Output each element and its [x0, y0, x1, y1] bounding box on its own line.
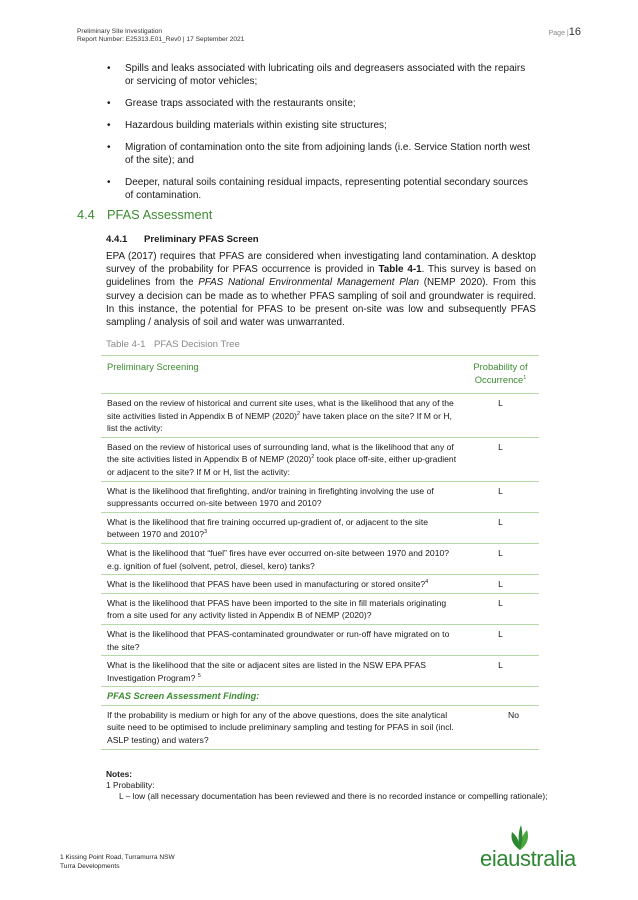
- header-report-number: Report Number: E25313.E01_Rev0 | 17 September 2021: [77, 36, 245, 44]
- screening-question: What is the likelihood that firefighting, and/or training in firefighting involving the use of suppressants occurred on-site between 1970 and 2010?: [107, 485, 434, 509]
- table-row: [101, 482, 539, 513]
- screening-question: What is the likelihood that “fuel” fires have ever occurred on-site between 1970 and 2010? e.g. ignition of fuel (solvent, petrol, diesel, kero) tanks?: [107, 547, 450, 571]
- bullet-list: [105, 62, 535, 211]
- column-header-screening: Preliminary Screening: [107, 361, 199, 372]
- list-item: • Deeper, natural soils containing residual impacts, representing potential secondary sources of contamination.: [107, 177, 529, 201]
- page-number-value: 16: [568, 26, 581, 38]
- subsection-heading: [106, 234, 259, 245]
- body-paragraph: EPA (2017) requires that PFAS are considered when investigating land contamination. A desktop survey of the probability for PFAS occurrence is provided in Table 4-1. This survey is based on guidelines from the PFAS National Environmental Management Plan (NEMP 2020). From this survey a decision can be made as to whether PFAS sampling of soil and groundwater is required. In this instance, the potential for PFAS to be present on-site was low and subsequently PFAS sampling / analysis of soil and water was unwarranted.: [106, 251, 537, 329]
- footer-client: Turra Developments: [60, 862, 120, 870]
- note-1: 1 Probability:: [106, 779, 155, 790]
- page-number: [549, 26, 581, 38]
- section-title: PFAS Assessment: [107, 207, 213, 222]
- logo-wordmark: eiaustralia: [480, 846, 576, 871]
- screening-question: Based on the review of historical and current site uses, what is the likelihood that any of the site activities listed in Appendix B of NEMP $(2020)^2$ have taken place on the site? If M or H, list the activity:: [107, 398, 454, 434]
- notes-title: Notes:: [106, 769, 133, 779]
- probability-value: L: [498, 485, 503, 496]
- probability-value: L: [498, 660, 503, 671]
- page-prefix: Page |: [548, 30, 569, 37]
- screening-question: What is the likelihood that fire training occurred up-gradient of, or adjacent to the site between 1970 and 2010?$^3$: [107, 516, 429, 540]
- screening-question: Based on the review of historical uses of surrounding land, what is the likelihood that any of the site activities listed in Appendix B of NEMP $(2020)^2$ took place off-site, either up-gradient or adjacent to the site? If M or H, list the activity:: [107, 441, 457, 477]
- finding-label: PFAS Screen Assessment Finding:: [107, 691, 260, 702]
- table-body: [101, 394, 539, 687]
- table-row: [101, 625, 539, 656]
- screening-question: What is the likelihood that the site or adjacent sites are listed in the NSW EPA PFAS Investigation Program? $^5$: [107, 660, 426, 683]
- table-row: [101, 544, 539, 575]
- probability-value: L: [498, 628, 503, 639]
- table-header-row: [101, 356, 539, 394]
- note-1-low: L – low (all necessary documentation has been reviewed and there is no recorded instance or compelling rationale);: [119, 790, 548, 801]
- final-question-row: [101, 706, 539, 750]
- running-header: [77, 28, 244, 45]
- list-item: • Hazardous building materials within existing site structures;: [107, 120, 387, 131]
- pfas-decision-table: [101, 355, 539, 750]
- probability-value: L: [498, 516, 503, 527]
- table-caption-title: PFAS Decision Tree: [154, 339, 240, 350]
- final-question: If the probability is medium or high for any of the above questions, does the site analytical suite need to be optimised to include preliminary sampling and testing for PFAS in soil (incl. ASLP testing) and waters?: [107, 709, 454, 746]
- list-item: • Spills and leaks associated with lubricating oils and degreasers associated with the repairs or servicing of motor vehicles;: [107, 63, 526, 87]
- column-header-probability: Probability of Occurrence$^1$: [473, 361, 528, 385]
- section-number: 4.4: [77, 207, 95, 222]
- probability-value: L: [498, 579, 503, 590]
- finding-row: [101, 687, 539, 706]
- table-row: [101, 513, 539, 544]
- footer-address: 1 Kissing Point Road, Turramurra NSW: [60, 854, 175, 861]
- table-reference: Table 4-1: [378, 264, 422, 276]
- list-item: • Grease traps associated with the restaurants onsite;: [107, 98, 356, 109]
- table-caption-number: Table 4-1: [106, 339, 146, 350]
- subsection-number: 4.4.1: [106, 234, 128, 245]
- section-heading: [77, 207, 212, 222]
- table-row: [101, 438, 539, 482]
- plan-title: PFAS National Environmental Management Plan: [198, 277, 419, 289]
- table-row: [101, 594, 539, 625]
- list-item: • Migration of contamination onto the site from adjoining lands (i.e. Service Station north west of the site); and: [107, 142, 531, 166]
- table-notes: [106, 769, 547, 801]
- screening-question: What is the likelihood that PFAS-contaminated groundwater or run-off have migrated on to the site?: [107, 628, 450, 652]
- company-logo: [478, 826, 588, 876]
- probability-value: L: [498, 547, 503, 558]
- header-title: Preliminary Site Investigation: [77, 28, 163, 35]
- probability-value: L: [498, 441, 503, 452]
- table-row: [101, 575, 539, 594]
- page-footer: [60, 854, 175, 871]
- probability-value: L: [498, 398, 503, 408]
- table-caption: [106, 339, 240, 350]
- screening-question: What is the likelihood that PFAS have been used in manufacturing or stored onsite?$^4$: [107, 579, 429, 590]
- probability-value: L: [498, 597, 503, 608]
- screening-question: What is the likelihood that PFAS have been imported to the site in fill materials originating from a site used for any activity listed in Appendix B of NEMP (2020)?: [107, 597, 447, 621]
- table-row: [101, 394, 539, 438]
- table-row: [101, 656, 539, 687]
- subsection-title: Preliminary PFAS Screen: [144, 234, 259, 245]
- final-answer: No: [508, 709, 519, 720]
